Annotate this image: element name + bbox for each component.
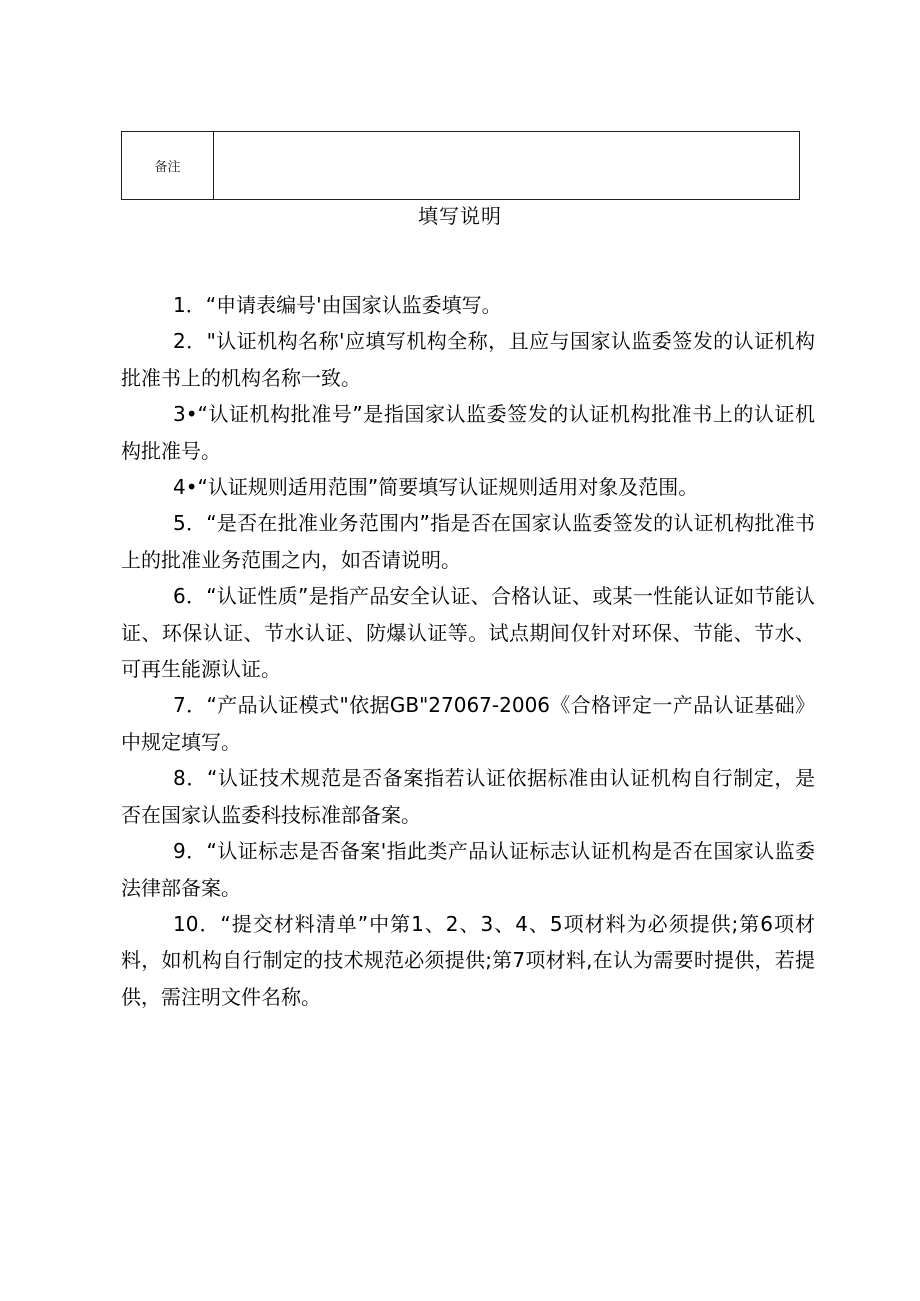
- instruction-item-6: 6．“认证性质”是指产品安全认证、合格认证、或某一性能认证如节能认证、环保认证、节水认证、防爆认证等。试点期间仅针对环保、节能、节水、可再生能源认证。: [121, 584, 815, 682]
- instruction-item-5: 5．“是否在批准业务范围内”指是否在国家认监委签发的认证机构批准书上的批准业务范围之内，如否请说明。: [121, 511, 815, 572]
- remarks-value: [214, 132, 800, 200]
- instruction-item-7: 7．“产品认证模式"依据GB"27067-2006《合格评定一产品认证基础》中规定填写。: [121, 693, 815, 754]
- instructions-list: [121, 287, 815, 1015]
- instruction-item-3: 3•“认证机构批准号”是指国家认监委签发的认证机构批准书上的认证机构批准号。: [121, 402, 815, 463]
- instruction-item-9: 9．“认证标志是否备案'指此类产品认证标志认证机构是否在国家认监委法律部备案。: [121, 839, 815, 900]
- instruction-item-4: 4•“认证规则适用范围”简要填写认证规则适用对象及范围。: [173, 475, 699, 500]
- page-title: 填写说明: [418, 204, 502, 228]
- instruction-item-8: 8．“认证技术规范是否备案指若认证依据标准由认证机构自行制定，是否在国家认监委科技标准部备案。: [121, 766, 815, 827]
- instruction-item-10: 10．“提交材料清单”中第1、2、3、4、5项材料为必须提供;第6项材料，如机构自行制定的技术规范必须提供;第7项材料,在认为需要时提供，若提供，需注明文件名称。: [121, 911, 815, 1009]
- remarks-table: [121, 131, 800, 200]
- instruction-item-1: 1．“申请表编号'由国家认监委填写。: [173, 293, 502, 317]
- remarks-label: 备注: [122, 132, 214, 200]
- remarks-row: [122, 132, 800, 200]
- instruction-item-2: 2．"认证机构名称'应填写机构全称，且应与国家认监委签发的认证机构批准书上的机构名称一致。: [121, 329, 815, 390]
